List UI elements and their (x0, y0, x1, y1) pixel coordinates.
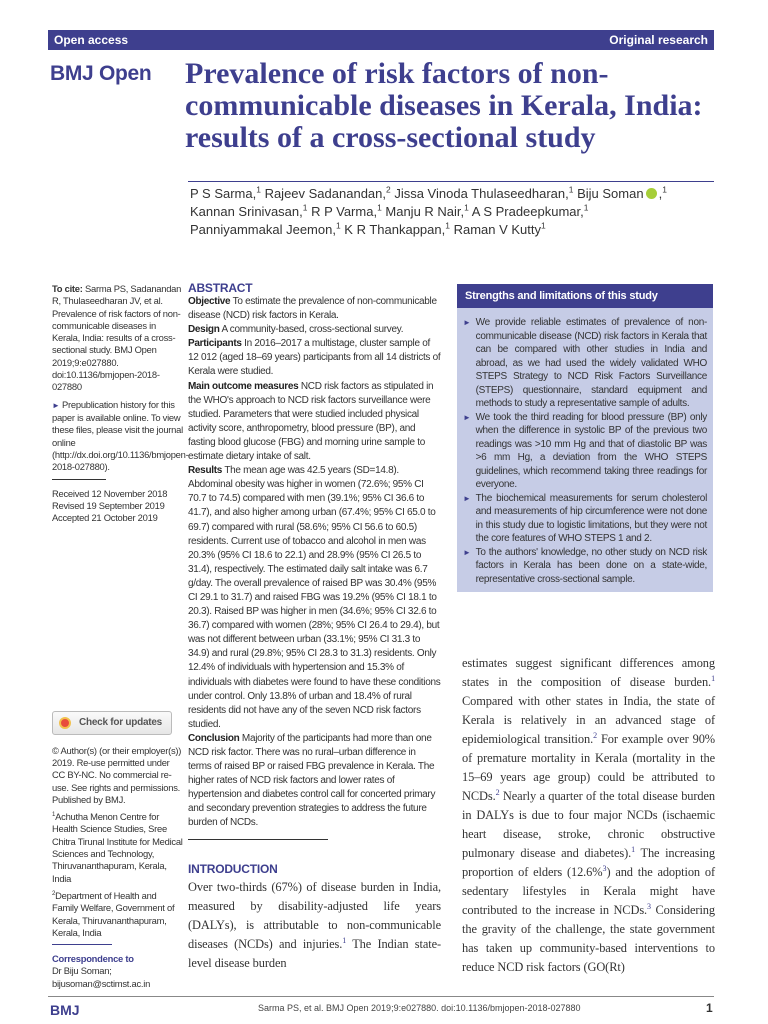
section-text: Majority of the participants had more than one NCD risk factor. There was no rural–urban difference in terms of raised BP or raised FBG prevalence in Kerala. The higher rates of NCD risk factors and lower rates of hypertension and diabetes control call for concerted primary and secondary prevention strategies to address the future burden of NCDs. (188, 732, 436, 829)
author: Manju R Nair, (385, 204, 465, 219)
affiliation-marker: 1 (541, 220, 546, 231)
divider (52, 944, 112, 945)
copyright: © Author(s) (or their employer(s)) 2019. Re-use permitted under CC BY-NC. No commercial re-use. See rights and permissions. Published by BMJ. (52, 744, 182, 805)
affiliation-number: 2 (52, 889, 56, 897)
text-segment: Compared with other states in India, the state of Kerala is relatively in an advanced stage of epidemiological transition. (462, 694, 715, 746)
author: Panniyammakal Jeemon, (190, 222, 336, 237)
bookmark-icon (59, 717, 71, 729)
divider (48, 996, 714, 997)
list-item (463, 492, 707, 546)
footer-citation: Sarma PS, et al. BMJ Open 2019;9:e027880. doi:10.1136/bmjopen-2018-027880 (258, 1003, 581, 1013)
check-for-updates-button[interactable] (52, 711, 172, 735)
arrow-icon: ► (463, 318, 471, 327)
text-segment: For example over 90% of premature mortality in Kerala (mortality in the 15–69 years age group) could be attributed to NCDs. (462, 732, 716, 803)
reference-marker[interactable]: 1 (711, 673, 715, 683)
reference-marker[interactable]: 2 (593, 730, 598, 740)
abstract-results (188, 464, 441, 732)
correspondence-label: Correspondence to (52, 953, 134, 965)
arrow-icon: ► (463, 547, 471, 557)
text-segment: The Indian state-level disease burden (188, 936, 441, 970)
header-bar (48, 30, 714, 50)
publisher-logo: BMJ (50, 1002, 80, 1018)
correspondence-email[interactable]: bijusoman@sctimst.ac.in (52, 977, 151, 989)
author: Raman V Kutty (453, 222, 542, 237)
text-segment: The increasing proportion of elders (12.6% (462, 846, 715, 879)
author: R P Varma, (311, 204, 378, 219)
section-label: Participants (188, 338, 242, 350)
affiliation-text: Department of Health and Family Welfare, Government of Kerala, Thiruvananthapuram, Kerala, India (52, 889, 175, 938)
author: P S Sarma, (190, 186, 257, 201)
cite-text: Sarma PS, Sadanandan R, Thulaseedharan JV, et al. Prevalence of risk factors of non-communicable diseases in Kerala, India: results of a cross-sectional study. BMJ Open 2019;9:e027880. doi:10.1136/bmjopen-2018-027880 (52, 283, 182, 393)
author: Kannan Srinivasan, (190, 204, 303, 219)
section-label: Results (188, 465, 223, 477)
open-access-label: Open access (54, 33, 129, 47)
reference-marker[interactable]: 2 (495, 787, 500, 797)
citation (52, 283, 184, 394)
reference-marker[interactable]: 3 (602, 863, 607, 873)
prepub-note (52, 398, 189, 474)
correspondence-name: Dr Biju Soman; (52, 965, 112, 977)
divider (188, 839, 328, 840)
section-label: Design (188, 324, 220, 336)
affiliation-number: 1 (52, 811, 56, 819)
section-label: Conclusion (188, 732, 240, 744)
affiliation-marker: 1 (302, 202, 308, 213)
orcid-icon[interactable] (646, 188, 657, 199)
introduction-text-left (188, 878, 441, 973)
text-segment: Over two-thirds (67%) of disease burden in India, measured by disability-adjusted life years (DALYs), is attributable to non-communicable diseases (NCDs) and injuries. (188, 879, 441, 951)
arrow-icon: ► (52, 400, 60, 410)
abstract-design (188, 323, 441, 337)
received-date: Received 12 November 2018 (52, 487, 168, 499)
introduction-text-right (462, 654, 715, 977)
item-text: We provide reliable estimates of prevalence of non-communicable disease (NCD) risk factors in Kerala that can be compared with other studies in India and abroad, as we had used the widely validated WHO STEPS Strategy to NCD Risk Factors Surveillance (STEPS) questionnaire, standard equipment and methods to study a representative sample of adults. (475, 317, 707, 409)
divider (52, 479, 106, 480)
journal-logo: BMJ Open (50, 62, 152, 85)
author: Jissa Vinoda Thulaseedharan, (394, 186, 569, 201)
prepub-text[interactable]: Prepublication history for this paper is available online. To view these files, please visit the journal online (http://dx.doi.org/10.1136/bmjopen-2018-027880). (52, 398, 189, 473)
list-item (463, 546, 707, 587)
author: K R Thankappan, (344, 222, 446, 237)
text-segment: ) and the adoption of sedentary lifestyles in Kerala might have contributed to the increase in NCDs. (462, 865, 715, 917)
box-heading: Strengths and limitations of this study (457, 284, 713, 308)
affiliation-marker: 1 (256, 184, 261, 195)
text-segment: estimates suggest significant differences among states in the composition of disease burden. (462, 656, 715, 689)
affiliation-marker: 1 (377, 202, 382, 213)
affiliation-marker: 1 (583, 202, 589, 213)
affiliation-marker: 1 (445, 220, 450, 231)
affiliation-marker: 2 (386, 184, 391, 195)
section-text: NCD risk factors as stipulated in the WHO's approach to NCD risk factors surveillance were studied. Parameters that were studied included physical activity score, anthropometry, blood pressure (BP), and fasting blood glucose (FBG) and morning urine sample to estimate dietary intake of salt. (188, 380, 434, 463)
reference-marker[interactable]: 1 (342, 935, 347, 945)
author: Biju Soman (577, 186, 644, 201)
section-label: Main outcome measures (188, 380, 299, 392)
author-list: P S Sarma,$^1$ Rajeev Sadanandan,$^2$ Jissa Vinoda Thulaseedharan,$^1$ Biju Soman ,$^1$ Kannan Srinivasan,$^1$ R P Varma,$^1$ Manju R Nair,$^1$ A S Pradeepkumar,$^1$ Panniyammakal Jeemon,$^1$ K R Thankappan,$^1$ Raman V Kutty$^1$ (190, 184, 667, 237)
author: Rajeev Sadanandan, (264, 186, 386, 201)
section-text: A community-based, cross-sectional survey. (219, 324, 404, 336)
list-item (463, 411, 707, 492)
text-segment: Nearly a quarter of the total disease burden in DALYs is due to four major NCDs (ischaemic heart disease, stroke, chronic obstructive pulmonary disease and diabetes). (462, 789, 715, 860)
section-text: The mean age was 42.5 years (SD=14.8). Abdominal obesity was higher in women (72.6%; 95% CI 70.7 to 74.5) compared with men (39.1%; 95% CI 36.6 to 41.7), and also higher among urban (67.4%; 95% CI 65.0 to 69.7) compared with rural (58.6%; 95% CI 56.6 to 60.5) residents. Current use of tobacco and alcohol in men was 20.3% (95% CI 18.6 to 22.1) and 28.9% (95% CI 26.5 to 31.4), respectively. The estimated daily salt intake was 6.7 g/day. The overall prevalence of raised BP was 30.4% (95% CI 29.1 to 31.7) and raised FBG was 19.2% (95% CI 18.1 to 20.3). Raised BP was higher in men (34.6%; 95% CI 32.6 to 36.7) compared with women (28%; 95% CI 26.4 to 29.4), but was not different between urban (33.1%; 95% CI 31.3 to 34.9) and rural (29.8%; 95% CI 28.3 to 31.3) residents. Only 12.4% of individuals with hypertension and 15.3% of individuals with diabetes were found to have these conditions under control. Only 13.8% of urban and 18.4% of rural residents did not have any of the seven NCD risk factors studied. (188, 465, 441, 730)
affiliation-text: Achutha Menon Centre for Health Science Studies, Sree Chitra Tirunal Institute for Medical Sciences and Technology, Thiruvananthapuram, Kerala, India (52, 811, 183, 884)
abstract-outcomes (188, 380, 441, 465)
check-updates-label: Check for updates (79, 716, 162, 728)
abstract (188, 281, 441, 840)
list-item (463, 316, 707, 411)
abstract-heading: ABSTRACT (188, 281, 253, 295)
accepted-date: Accepted 21 October 2019 (52, 512, 158, 524)
sidebar-bottom (52, 711, 184, 990)
item-text: To the authors' knowledge, no other study on NCD risk factors in Kerala has been done on a state-wide, representative cross-sectional sample. (475, 546, 707, 585)
abstract-participants (188, 337, 441, 379)
abstract-objective (188, 295, 441, 323)
main-column (188, 281, 441, 973)
affiliation-2 (52, 890, 184, 939)
article-type-label: Original research (609, 33, 708, 47)
affiliation-marker: 1 (662, 184, 667, 195)
introduction-heading: INTRODUCTION (188, 861, 278, 876)
affiliation-marker: 1 (464, 202, 469, 213)
item-text: We took the third reading for blood pressure (BP) only when the difference in systolic BP of the previous two readings was >10 mm Hg and that of diastolic BP was >6 mm Hg, a deviation from the WHO STEPS guidelines, which recommend taking three readings for everyone. (475, 411, 707, 490)
cite-label: To cite: (52, 283, 83, 294)
author: A S Pradeepkumar, (471, 204, 584, 219)
text-segment: Considering the gravity of the challenge, the state government has taken up community-based interventions to reduce NCD risk factors (GO(Rt) (462, 903, 715, 974)
affiliation-1 (52, 811, 184, 885)
strengths-limitations-box (457, 284, 713, 592)
section-text: In 2016–2017 a multistage, cluster sample of 12 012 (aged 18–69 years) participants from all 14 districts of Kerala were studied. (188, 338, 441, 378)
arrow-icon: ► (463, 493, 471, 503)
article-title: Prevalence of risk factors of non-communicable diseases in Kerala, India: results of a cross-sectional study (185, 57, 703, 154)
affiliation-marker: 1 (335, 220, 341, 231)
item-text: The biochemical measurements for serum cholesterol and measurements of hip circumference were not done in this study due to logistic limitations, but they were not the core features of WHO STEPS 1 and 2. (475, 492, 707, 544)
reference-marker[interactable]: 3 (647, 901, 651, 911)
abstract-conclusion (188, 732, 441, 831)
divider (188, 181, 714, 182)
revised-date: Revised 19 September 2019 (52, 499, 165, 511)
reference-marker[interactable]: 1 (631, 844, 636, 854)
arrow-icon: ► (463, 412, 471, 422)
sidebar-top (52, 283, 189, 525)
affiliation-marker: 1 (568, 184, 574, 195)
section-label: Objective (188, 296, 231, 307)
section-text: To estimate the prevalence of non-communicable disease (NCD) risk factors in Kerala. (188, 296, 437, 322)
page-number: 1 (706, 1001, 713, 1015)
